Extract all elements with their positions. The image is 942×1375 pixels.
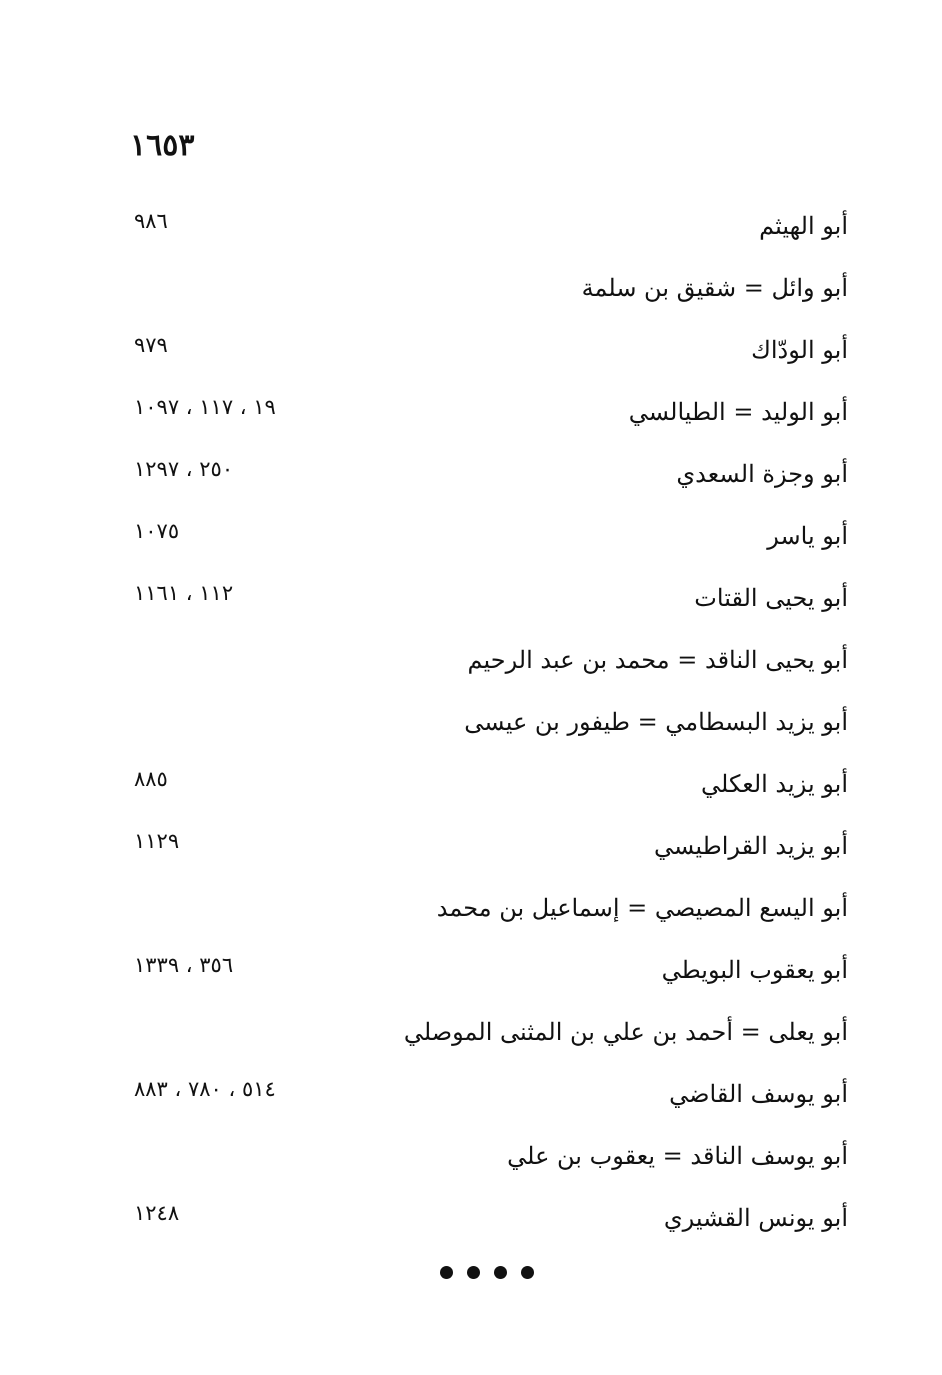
entry-pages: ٢٥٠ ، ١٢٩٧ bbox=[134, 457, 234, 481]
list-item bbox=[130, 757, 848, 819]
list-item bbox=[130, 199, 848, 261]
list-item bbox=[130, 509, 848, 571]
entry-pages: ١٢٤٨ bbox=[134, 1201, 180, 1225]
entry-pages: ١١٢٩ bbox=[134, 829, 180, 853]
list-item bbox=[130, 323, 848, 385]
page-number: ١٦٥٣ bbox=[130, 128, 195, 163]
list-item bbox=[130, 261, 848, 323]
ornament-dot bbox=[440, 1266, 453, 1279]
entry-pages: ٩٨٦ bbox=[134, 209, 168, 233]
list-item bbox=[130, 819, 848, 881]
entry-name: أبو يونس القشيري bbox=[663, 1204, 848, 1232]
entry-pages: ٣٥٦ ، ١٣٣٩ bbox=[134, 953, 234, 977]
list-item bbox=[130, 633, 848, 695]
list-item bbox=[130, 881, 848, 943]
entry-name: أبو وائل = شقيق بن سلمة bbox=[581, 274, 848, 302]
index-list bbox=[130, 199, 848, 1253]
entry-pages: ١٠٧٥ bbox=[134, 519, 180, 543]
list-item bbox=[130, 571, 848, 633]
end-ornament bbox=[440, 1266, 534, 1279]
list-item bbox=[130, 1067, 848, 1129]
entry-name: أبو يزيد القراطيسي bbox=[654, 832, 848, 860]
ornament-dot bbox=[494, 1266, 507, 1279]
entry-name: أبو يزيد البسطامي = طيفور بن عيسى bbox=[464, 708, 848, 736]
entry-name: أبو الهيثم bbox=[759, 212, 848, 240]
entry-name: أبو اليسع المصيصي = إسماعيل بن محمد bbox=[436, 894, 848, 922]
entry-name: أبو يزيد العكلي bbox=[701, 770, 848, 798]
entry-name: أبو يحيى القتات bbox=[694, 584, 848, 612]
list-item bbox=[130, 447, 848, 509]
ornament-dot bbox=[467, 1266, 480, 1279]
list-item bbox=[130, 1129, 848, 1191]
entry-pages: ٩٧٩ bbox=[134, 333, 168, 357]
entry-name: أبو الوليد = الطيالسي bbox=[628, 398, 848, 426]
entry-name: أبو يوسف القاضي bbox=[669, 1080, 848, 1108]
entry-name: أبو يوسف الناقد = يعقوب بن علي bbox=[507, 1142, 848, 1170]
entry-name: أبو ياسر bbox=[767, 522, 848, 550]
list-item bbox=[130, 695, 848, 757]
entry-pages: ٨٨٥ bbox=[134, 767, 168, 791]
entry-pages: ١١٢ ، ١١٦١ bbox=[134, 581, 234, 605]
list-item bbox=[130, 943, 848, 1005]
list-item bbox=[130, 385, 848, 447]
entry-name: أبو وجزة السعدي bbox=[676, 460, 848, 488]
ornament-dot bbox=[521, 1266, 534, 1279]
entry-pages: ٥١٤ ، ٧٨٠ ، ٨٨٣ bbox=[134, 1077, 276, 1101]
list-item bbox=[130, 1191, 848, 1253]
list-item bbox=[130, 1005, 848, 1067]
entry-name: أبو يعلى = أحمد بن علي بن المثنى الموصلي bbox=[403, 1018, 848, 1046]
entry-name: أبو يحيى الناقد = محمد بن عبد الرحيم bbox=[467, 646, 848, 674]
entry-pages: ١٩ ، ١١٧ ، ١٠٩٧ bbox=[134, 395, 276, 419]
entry-name: أبو الودّاك bbox=[751, 336, 848, 364]
entry-name: أبو يعقوب البويطي bbox=[661, 956, 848, 984]
